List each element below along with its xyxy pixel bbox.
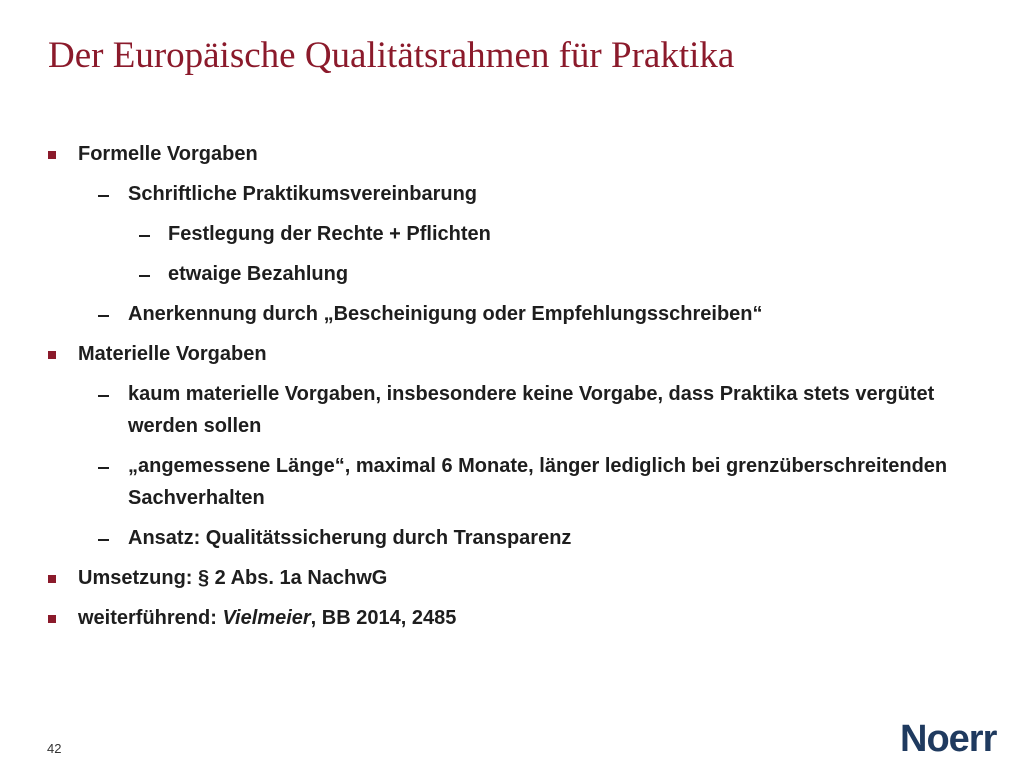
list-item-text: Anerkennung durch „Bescheinigung oder Empfehlungsschreiben“ xyxy=(128,303,763,325)
dash-bullet-icon xyxy=(139,275,150,277)
list-item xyxy=(0,602,1024,634)
dash-bullet-icon xyxy=(139,235,150,237)
list-item-text: etwaige Bezahlung xyxy=(168,263,349,285)
list-item-text: Umsetzung: § 2 Abs. 1a NachwG xyxy=(78,567,388,589)
list-item-text: Schriftliche Praktikumsvereinbarung xyxy=(128,183,478,205)
list-item xyxy=(0,338,1024,370)
dash-bullet-icon xyxy=(98,467,109,469)
dash-bullet-icon xyxy=(98,195,109,197)
square-bullet-icon xyxy=(48,575,56,583)
noerr-logo xyxy=(900,718,1004,758)
list-item xyxy=(0,450,948,514)
square-bullet-icon xyxy=(48,351,56,359)
dash-bullet-icon xyxy=(98,395,109,397)
square-bullet-icon xyxy=(48,615,56,623)
list-item xyxy=(0,562,1024,594)
list-item xyxy=(0,522,948,554)
bullet-list xyxy=(0,138,1024,642)
slide-title: Der Europäische Qualitätsrahmen für Praktika xyxy=(48,35,735,76)
dash-bullet-icon xyxy=(98,539,109,541)
logo-wordmark: Noerr xyxy=(900,718,997,758)
list-item xyxy=(0,298,948,330)
list-item-text: Festlegung der Rechte + Pflichten xyxy=(168,223,491,245)
list-item-text: „angemessene Länge“, maximal 6 Monate, länger lediglich bei grenzüberschreitenden Sachverhalten xyxy=(128,455,948,509)
list-item xyxy=(0,178,948,210)
list-item xyxy=(0,378,948,442)
list-item-text: Materielle Vorgaben xyxy=(78,343,267,365)
list-item xyxy=(0,258,1024,290)
citation-author: Vielmeier xyxy=(222,607,311,629)
page-number: 42 xyxy=(47,741,62,756)
dash-bullet-icon xyxy=(98,315,109,317)
list-item-text: Ansatz: Qualitätssicherung durch Transparenz xyxy=(128,527,572,549)
list-item-text xyxy=(78,602,1024,634)
citation-suffix: , BB 2014, 2485 xyxy=(310,607,457,629)
square-bullet-icon xyxy=(48,151,56,159)
list-item xyxy=(0,138,1024,170)
list-item xyxy=(0,218,1024,250)
list-item-text: Formelle Vorgaben xyxy=(78,143,258,165)
list-item-text: kaum materielle Vorgaben, insbesondere keine Vorgabe, dass Praktika stets vergütet werden sollen xyxy=(128,383,935,437)
citation-prefix: weiterführend: xyxy=(78,607,223,629)
